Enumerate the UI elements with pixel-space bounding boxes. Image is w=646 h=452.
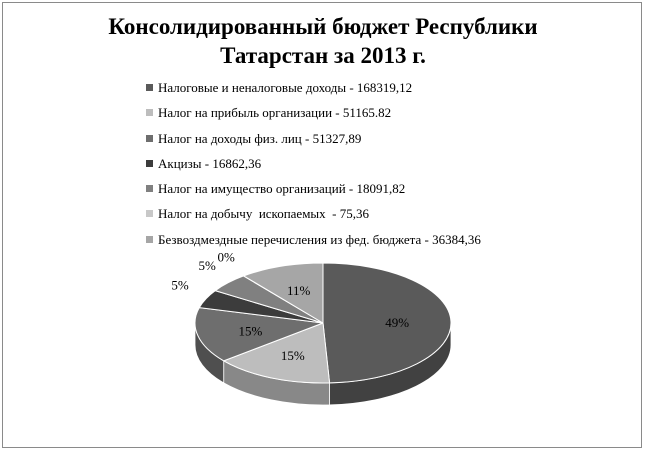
pie-data-label: 15%	[238, 323, 263, 339]
pie-top	[195, 263, 451, 383]
chart-title-line-1: Консолидированный бюджет Республики	[108, 14, 538, 39]
pie-data-label: 15%	[280, 347, 305, 363]
legend-label: Безвоздмездные перечисления из фед. бюджета - 36384,36	[158, 231, 481, 247]
pie-data-label: 5%	[198, 257, 216, 273]
pie-data-label: 5%	[171, 277, 189, 293]
legend-label: Налог на доходы физ. лиц - 51327,89	[158, 130, 362, 146]
pie-data-label: 11%	[287, 283, 311, 299]
legend-label: Налоговые и неналоговые доходы - 168319,12	[158, 80, 413, 95]
legend-label: Акцизы - 16862,36	[158, 155, 262, 171]
pie-data-label: 0%	[217, 249, 235, 265]
legend-label: Налог на прибыль организации - 51165.82	[158, 105, 392, 121]
legend-label: Налог на имущество организаций - 18091,82	[158, 181, 406, 197]
legend-label: Налог на добычу ископаемых - 75,36	[158, 206, 369, 222]
pie-data-label: 49%	[385, 315, 410, 331]
chart-title-line-2: Татарстан за 2013 г.	[220, 43, 426, 68]
